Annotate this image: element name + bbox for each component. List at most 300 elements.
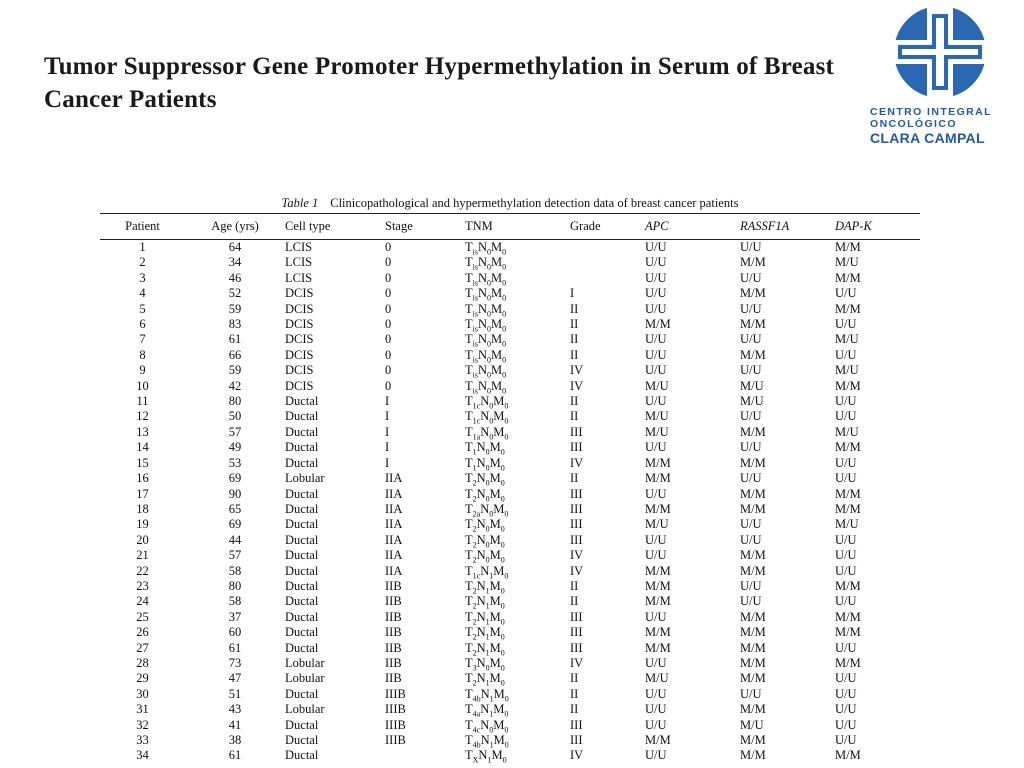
cell-patient: 7: [139, 332, 146, 347]
cell-age: 59: [228, 301, 242, 316]
cell-tnm: $T_{is}N_0M_0$: [465, 286, 507, 303]
cell-dapk: M/M: [835, 378, 861, 393]
cell-cell-type: DCIS: [285, 378, 314, 393]
cell-dapk: U/U: [835, 394, 857, 409]
cell-grade: II: [570, 686, 579, 701]
table-row: [100, 533, 920, 548]
cell-tnm: $T_{is}N_0M_0$: [465, 270, 507, 288]
cell-tnm: $T_{4a}N_1M_0$: [465, 702, 509, 719]
cell-patient: 15: [136, 455, 149, 470]
cell-rassf1a: M/M: [740, 255, 766, 270]
cell-patient: 29: [136, 671, 149, 686]
table-row: [100, 409, 920, 424]
cell-grade: IV: [570, 378, 584, 393]
cell-age: 57: [228, 424, 242, 439]
cell-apc: U/U: [645, 363, 667, 378]
cell-apc: U/U: [645, 609, 667, 624]
header-stage: Stage: [385, 219, 413, 233]
cell-tnm: $T_2N_0M_0$: [465, 471, 505, 488]
cell-stage: IIB: [385, 671, 402, 686]
table-row: [100, 671, 920, 686]
cell-cell-type: Ductal: [285, 394, 319, 409]
table-row: [100, 286, 920, 301]
logo-line-1: CENTRO INTEGRAL: [870, 106, 992, 118]
cell-apc: U/U: [645, 548, 667, 563]
cell-grade: II: [570, 317, 579, 332]
cell-grade: III: [570, 717, 583, 732]
cell-tnm: $T_2N_0M_0$: [465, 517, 505, 534]
cell-cell-type: Ductal: [285, 640, 319, 655]
cell-grade: IV: [570, 455, 584, 470]
cell-dapk: U/U: [835, 347, 857, 362]
cell-apc: U/U: [645, 532, 667, 547]
cell-cell-type: Ductal: [285, 517, 319, 532]
cell-cell-type: LCIS: [285, 240, 313, 254]
cell-age: 57: [228, 548, 242, 563]
cell-cell-type: Ductal: [285, 686, 319, 701]
cell-apc: M/M: [645, 578, 671, 593]
cell-stage: IIB: [385, 578, 402, 593]
cell-patient: 1: [139, 240, 146, 254]
cell-apc: U/U: [645, 702, 667, 717]
cell-stage: 0: [385, 301, 392, 316]
table-row: [100, 733, 920, 748]
cell-stage: I: [385, 424, 390, 439]
cell-stage: IIIB: [385, 717, 406, 732]
cell-age: 37: [228, 609, 242, 624]
cell-tnm: $T_1N_0M_0$: [465, 455, 505, 473]
cell-age: 43: [228, 702, 242, 717]
cell-dapk: M/M: [835, 625, 861, 640]
cell-grade: IV: [570, 563, 584, 578]
cell-patient: 3: [139, 270, 146, 285]
cell-grade: I: [570, 286, 575, 301]
cell-rassf1a: M/M: [740, 424, 766, 439]
cell-patient: 10: [136, 378, 149, 393]
cell-age: 42: [228, 378, 242, 393]
cell-patient: 13: [136, 424, 149, 439]
cell-rassf1a: U/U: [740, 578, 762, 593]
cell-grade: IV: [570, 655, 584, 670]
cell-grade: III: [570, 640, 583, 655]
cell-rassf1a: M/M: [740, 733, 766, 747]
cell-stage: I: [385, 409, 390, 424]
cell-stage: IIA: [385, 548, 403, 563]
cell-rassf1a: M/M: [740, 501, 766, 516]
cell-stage: IIA: [385, 517, 403, 532]
cell-dapk: M/U: [835, 424, 859, 439]
cell-patient: 19: [136, 517, 149, 532]
cell-patient: 4: [139, 286, 146, 301]
cell-apc: M/U: [645, 517, 669, 532]
cell-rassf1a: U/U: [740, 517, 762, 532]
cell-stage: 0: [385, 347, 392, 362]
cell-stage: 0: [385, 363, 392, 378]
header-rassf1a: RASSF1A: [740, 219, 790, 233]
cell-tnm: $T_{4b}N_1M_0$: [465, 733, 509, 750]
cell-apc: M/M: [645, 640, 671, 655]
cell-age: 66: [228, 347, 242, 362]
table-row: [100, 718, 920, 733]
header-grade: Grade: [570, 219, 601, 233]
cell-age: 51: [228, 686, 242, 701]
cell-grade: [570, 240, 645, 256]
table-row: [100, 656, 920, 671]
cell-tnm: $T_2N_1M_0$: [465, 594, 505, 611]
cell-stage: IIA: [385, 501, 403, 516]
cell-tnm: $T_{1c}N_1M_0$: [465, 563, 509, 581]
cell-tnm: $T_{1c}N_0M_0$: [465, 394, 509, 411]
cell-rassf1a: M/M: [740, 317, 766, 332]
cell-apc: U/U: [645, 240, 667, 254]
cell-apc: U/U: [645, 655, 667, 670]
cell-grade: [570, 271, 645, 286]
cell-cell-type: Lobular: [285, 671, 325, 686]
table-row: [100, 625, 920, 640]
cell-apc: U/U: [645, 748, 667, 763]
cell-cell-type: Ductal: [285, 625, 319, 640]
cell-cell-type: Ductal: [285, 455, 319, 470]
table-row: [100, 255, 920, 270]
cell-rassf1a: M/M: [740, 625, 766, 640]
cell-age: 59: [228, 363, 242, 378]
table-caption-label: Table 1: [281, 196, 319, 210]
cell-age: 61: [228, 640, 242, 655]
cell-dapk: M/U: [835, 332, 859, 347]
cell-apc: M/M: [645, 594, 671, 609]
cell-rassf1a: M/M: [740, 748, 766, 763]
cell-dapk: M/M: [835, 270, 861, 285]
cell-stage: IIB: [385, 655, 402, 670]
cell-cell-type: DCIS: [285, 347, 314, 362]
cell-apc: M/M: [645, 455, 671, 470]
cell-grade: IV: [570, 363, 584, 378]
cell-cell-type: Ductal: [285, 717, 319, 732]
cell-stage: IIIB: [385, 686, 406, 701]
table-row: [100, 502, 920, 517]
cell-rassf1a: M/M: [740, 702, 766, 717]
cell-grade: [570, 255, 645, 270]
cell-patient: 16: [136, 471, 149, 486]
cell-dapk: M/M: [835, 609, 861, 624]
cell-dapk: U/U: [835, 717, 857, 732]
cell-patient: 23: [136, 578, 149, 593]
cell-grade: II: [570, 409, 579, 424]
cell-grade: III: [570, 501, 583, 516]
table-row: [100, 394, 920, 409]
cell-cell-type: Ductal: [285, 733, 319, 747]
table-row: [100, 641, 920, 656]
cell-patient: 26: [136, 625, 149, 640]
cell-age: 47: [228, 671, 242, 686]
cell-patient: 30: [136, 686, 149, 701]
table-row: [100, 302, 920, 317]
cell-cell-type: Ductal: [285, 440, 319, 455]
cell-age: 58: [228, 594, 242, 609]
cell-tnm: $T_2N_1M_0$: [465, 640, 505, 658]
cell-age: 61: [228, 748, 242, 763]
cell-patient: 12: [136, 409, 149, 424]
cell-cell-type: DCIS: [285, 286, 314, 301]
table-row: [100, 610, 920, 625]
header-apc: APC: [645, 219, 669, 233]
cell-dapk: M/M: [835, 440, 861, 455]
cell-dapk: U/U: [835, 733, 857, 747]
table-row: [100, 425, 920, 440]
table-row: [100, 517, 920, 532]
cell-stage: 0: [385, 378, 392, 393]
cell-dapk: U/U: [835, 594, 857, 609]
cell-cell-type: Ductal: [285, 409, 319, 424]
cell-dapk: M/M: [835, 578, 861, 593]
cell-grade: III: [570, 517, 583, 532]
cell-patient: 21: [136, 548, 149, 563]
cell-apc: M/U: [645, 424, 669, 439]
cell-rassf1a: M/M: [740, 455, 766, 470]
cell-rassf1a: M/U: [740, 378, 764, 393]
cell-stage: IIIB: [385, 702, 406, 717]
cell-cell-type: LCIS: [285, 255, 313, 270]
cell-tnm: $T_2N_1M_0$: [465, 609, 505, 627]
cell-grade: II: [570, 347, 579, 362]
table-row: [100, 317, 920, 332]
table-row: [100, 548, 920, 563]
cell-cell-type: Ductal: [285, 532, 319, 547]
cell-grade: IV: [570, 748, 584, 763]
cell-apc: M/U: [645, 671, 669, 686]
cell-stage: 0: [385, 270, 392, 285]
cell-stage: IIB: [385, 625, 402, 640]
cell-rassf1a: M/M: [740, 347, 766, 362]
cell-dapk: U/U: [835, 409, 857, 424]
cell-apc: U/U: [645, 286, 667, 301]
cell-tnm: $T_XN_1M_0$: [465, 748, 507, 765]
cell-stage: IIIB: [385, 733, 406, 747]
cell-cell-type: Ductal: [285, 578, 319, 593]
cell-grade: II: [570, 394, 579, 409]
cell-patient: 5: [139, 301, 146, 316]
cell-age: 50: [228, 409, 242, 424]
cell-patient: 11: [136, 394, 149, 409]
cell-dapk: M/M: [835, 301, 861, 316]
table-row: [100, 240, 920, 256]
cell-cell-type: Ductal: [285, 563, 319, 578]
cell-tnm: $T_{is}N_0M_0$: [465, 347, 507, 365]
cell-tnm: $T_{1c}N_0M_0$: [465, 409, 509, 426]
cell-patient: 8: [139, 347, 146, 362]
cell-cell-type: Ductal: [285, 594, 319, 609]
cell-rassf1a: U/U: [740, 240, 762, 254]
cell-rassf1a: U/U: [740, 363, 762, 378]
cell-age: 34: [228, 255, 242, 270]
logo-line-2: ONCOLÓGICO: [870, 118, 957, 130]
cell-dapk: M/M: [835, 655, 861, 670]
table-header-row: [100, 214, 920, 240]
cell-apc: U/U: [645, 332, 667, 347]
cell-rassf1a: M/M: [740, 486, 766, 501]
cell-age: 80: [228, 394, 242, 409]
cell-apc: U/U: [645, 347, 667, 362]
cell-patient: 20: [136, 532, 149, 547]
cell-patient: 34: [136, 748, 149, 763]
cell-rassf1a: U/U: [740, 471, 762, 486]
table-row: [100, 579, 920, 594]
cell-dapk: U/U: [835, 455, 857, 470]
cell-age: 60: [228, 625, 242, 640]
cell-apc: U/U: [645, 394, 667, 409]
cell-grade: II: [570, 332, 579, 347]
cell-dapk: U/U: [835, 532, 857, 547]
cell-dapk: U/U: [835, 563, 857, 578]
cell-grade: II: [570, 671, 579, 686]
cell-dapk: M/M: [835, 486, 861, 501]
cell-tnm: $T_{is}N_0M_0$: [465, 378, 507, 396]
cell-grade: III: [570, 625, 583, 640]
table-row: [100, 456, 920, 471]
table-row: [100, 379, 920, 394]
cell-dapk: U/U: [835, 702, 857, 717]
cell-apc: M/U: [645, 378, 669, 393]
cell-age: 65: [228, 501, 242, 516]
cell-dapk: U/U: [835, 686, 857, 701]
cell-dapk: U/U: [835, 640, 857, 655]
cell-dapk: U/U: [835, 548, 857, 563]
cell-age: 53: [228, 455, 242, 470]
cell-cell-type: Ductal: [285, 486, 319, 501]
logo-line-3: CLARA CAMPAL: [870, 130, 985, 146]
table-row: [100, 440, 920, 455]
cell-grade: III: [570, 609, 583, 624]
cell-dapk: M/M: [835, 748, 861, 763]
cell-patient: 27: [136, 640, 149, 655]
cell-stage: 0: [385, 255, 392, 270]
cell-apc: U/U: [645, 270, 667, 285]
cell-age: 64: [228, 240, 242, 254]
cell-grade: IV: [570, 548, 584, 563]
cell-age: 69: [228, 517, 242, 532]
table-caption: [100, 196, 920, 211]
cell-patient: 28: [136, 655, 149, 670]
cell-stage: 0: [385, 240, 392, 254]
cell-age: 38: [228, 733, 242, 747]
table-row: [100, 594, 920, 609]
cell-age: 41: [228, 717, 242, 732]
cell-rassf1a: M/U: [740, 717, 764, 732]
cell-dapk: M/U: [835, 255, 859, 270]
cell-rassf1a: M/M: [740, 548, 766, 563]
cell-dapk: U/U: [835, 471, 857, 486]
cell-stage: I: [385, 455, 390, 470]
cell-patient: 14: [136, 440, 149, 455]
table-row: [100, 271, 920, 286]
cell-patient: 33: [136, 733, 149, 747]
table-row: [100, 332, 920, 347]
cell-patient: 18: [136, 501, 149, 516]
cell-stage: 0: [385, 317, 392, 332]
cross-logo-icon: [870, 2, 1010, 102]
cell-stage: IIB: [385, 609, 402, 624]
cell-grade: II: [570, 594, 579, 609]
cell-age: 49: [228, 440, 242, 455]
table-row: [100, 564, 920, 579]
cell-stage: [385, 748, 465, 763]
cell-patient: 31: [136, 702, 149, 717]
cell-stage: IIA: [385, 471, 403, 486]
cell-cell-type: Ductal: [285, 748, 319, 763]
cell-grade: III: [570, 424, 583, 439]
cell-apc: M/M: [645, 563, 671, 578]
cell-tnm: $T_{is}N_0M_0$: [465, 240, 507, 257]
cell-apc: M/M: [645, 317, 671, 332]
cell-stage: 0: [385, 286, 392, 301]
cell-patient: 22: [136, 563, 149, 578]
cell-apc: M/U: [645, 409, 669, 424]
cell-tnm: $T_3N_0M_0$: [465, 655, 505, 673]
cell-stage: IIA: [385, 532, 403, 547]
cell-tnm: $T_2N_0M_0$: [465, 548, 505, 565]
cell-age: 52: [228, 286, 242, 301]
cell-tnm: $T_2N_1M_0$: [465, 671, 505, 688]
cell-rassf1a: U/U: [740, 409, 762, 424]
cell-cell-type: DCIS: [285, 332, 314, 347]
cell-tnm: $T_2N_0M_0$: [465, 486, 505, 503]
cell-dapk: M/U: [835, 517, 859, 532]
cell-tnm: $T_1N_0M_0$: [465, 440, 505, 457]
table-row: [100, 702, 920, 717]
cell-rassf1a: M/M: [740, 286, 766, 301]
cell-grade: II: [570, 578, 579, 593]
cell-patient: 32: [136, 717, 149, 732]
cell-rassf1a: M/M: [740, 655, 766, 670]
logo: [870, 2, 1015, 152]
cell-stage: IIB: [385, 594, 402, 609]
cell-cell-type: Ductal: [285, 609, 319, 624]
cell-grade: II: [570, 471, 579, 486]
cell-age: 90: [228, 486, 242, 501]
cell-rassf1a: M/M: [740, 609, 766, 624]
cell-cell-type: DCIS: [285, 363, 314, 378]
table-caption-text: Clinicopathological and hypermethylation detection data of breast cancer patients: [330, 196, 739, 210]
cell-age: 83: [228, 317, 242, 332]
cell-age: 61: [228, 332, 242, 347]
cell-tnm: $T_{is}N_0M_0$: [465, 332, 507, 349]
cell-grade: III: [570, 733, 583, 747]
cell-tnm: $T_{4c}N_0M_0$: [465, 717, 509, 735]
cell-apc: U/U: [645, 486, 667, 501]
cell-grade: II: [570, 301, 579, 316]
cell-age: 80: [228, 578, 242, 593]
cell-patient: 24: [136, 594, 149, 609]
cell-rassf1a: U/U: [740, 686, 762, 701]
cell-dapk: U/U: [835, 317, 857, 332]
cell-rassf1a: U/U: [740, 332, 762, 347]
cell-rassf1a: M/U: [740, 394, 764, 409]
cell-cell-type: Lobular: [285, 702, 325, 717]
cell-rassf1a: U/U: [740, 594, 762, 609]
cell-cell-type: Ductal: [285, 501, 319, 516]
cell-apc: M/M: [645, 625, 671, 640]
cell-patient: 2: [139, 255, 146, 270]
cell-patient: 17: [136, 486, 149, 501]
cell-cell-type: DCIS: [285, 301, 314, 316]
cell-age: 46: [228, 270, 242, 285]
header-dapk: DAP-K: [835, 219, 872, 233]
cell-patient: 9: [139, 363, 146, 378]
cell-cell-type: LCIS: [285, 270, 313, 285]
cell-apc: M/M: [645, 471, 671, 486]
cell-stage: IIA: [385, 486, 403, 501]
cell-rassf1a: U/U: [740, 301, 762, 316]
